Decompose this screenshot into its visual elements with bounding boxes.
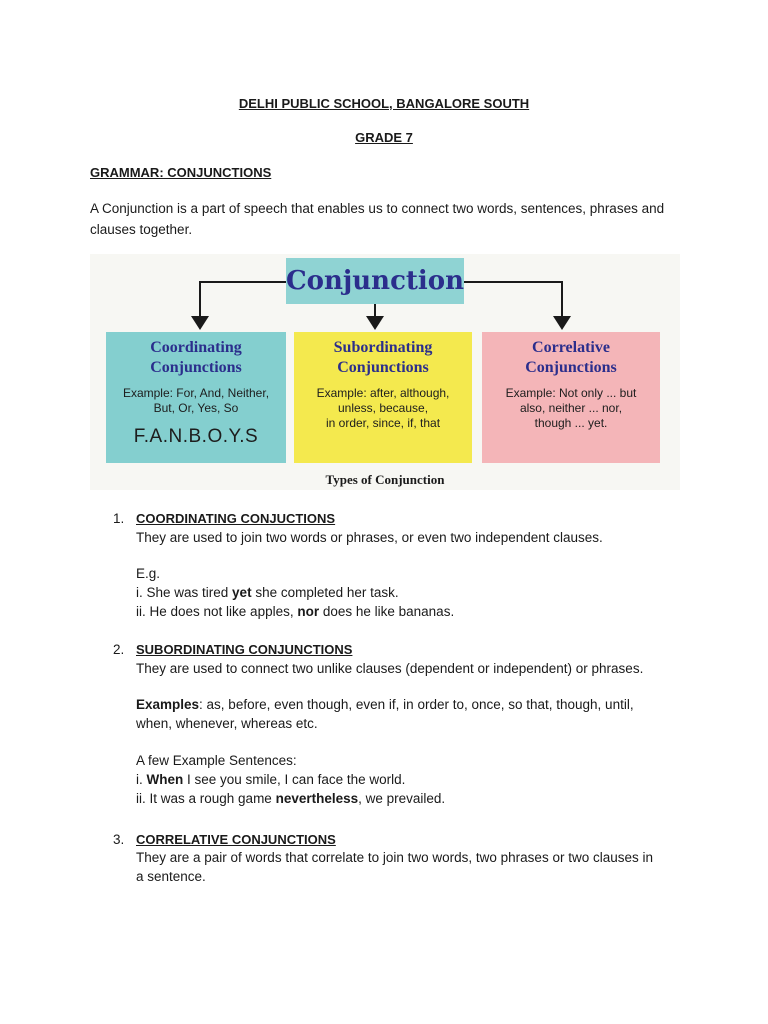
- sentence-text: ii. It was a rough game: [136, 791, 276, 806]
- coordinating-example: [106, 386, 286, 416]
- section-2-examples-line-1: [136, 695, 696, 714]
- grade-heading: GRADE 7: [355, 130, 413, 145]
- subordinating-heading-line-2: Conjunctions: [337, 359, 429, 376]
- coordinating-heading-line-1: Coordinating: [150, 339, 242, 356]
- section-3-description-line-1: They are a pair of words that correlate to join two words, two phrases or two clauses in: [136, 850, 653, 865]
- correlative-box: [482, 332, 660, 463]
- coordinating-heading-line-2: Conjunctions: [150, 359, 242, 376]
- section-1-description: They are used to join two words or phrases, or even two independent clauses.: [136, 530, 603, 545]
- sentence-conjunction: nor: [297, 604, 320, 619]
- middle-arrowhead: [366, 316, 384, 330]
- coordinating-example-line-2: But, Or, Yes, So: [153, 401, 239, 415]
- intro-line-2: clauses together.: [90, 222, 193, 237]
- section-2-description: They are used to connect two unlike clauses (dependent or independent) or phrases.: [136, 661, 644, 676]
- section-3-number: 3.: [113, 832, 125, 847]
- section-1-eg-label: E.g.: [136, 566, 161, 581]
- left-arrowhead: [191, 316, 209, 330]
- section-3-description-line-2: a sentence.: [136, 869, 206, 884]
- sentence-text: i. She was tired: [136, 585, 233, 600]
- correlative-example-line-2: also, neither ... nor,: [519, 401, 623, 415]
- correlative-example-line-3: though ... yet.: [534, 416, 608, 430]
- section-3-heading: CORRELATIVE CONJUNCTIONS: [136, 832, 336, 847]
- section-2-examples-line-2: when, whenever, whereas etc.: [136, 716, 318, 731]
- examples-text: : as, before, even though, even if, in order to, once, so that, though, until,: [199, 697, 634, 712]
- subordinating-example-line-3: in order, since, if, that: [325, 416, 441, 430]
- section-3-description: [136, 848, 696, 886]
- correlative-heading-line-1: Correlative: [532, 339, 610, 356]
- examples-label: Examples: [136, 697, 200, 712]
- diagram-caption: Types of Conjunction: [325, 472, 445, 487]
- correlative-heading: [482, 338, 660, 378]
- section-2-number: 2.: [113, 642, 125, 657]
- correlative-example-line-1: Example: Not only ... but: [505, 386, 637, 400]
- section-2-few-label: A few Example Sentences:: [136, 753, 297, 768]
- school-name: DELHI PUBLIC SCHOOL, BANGALORE SOUTH: [238, 96, 530, 111]
- section-1-number: 1.: [113, 511, 125, 526]
- section-2-sentence-1: [136, 770, 696, 789]
- intro-line-1: A Conjunction is a part of speech that enables us to connect two words, sentences, phrases and: [90, 201, 665, 216]
- subordinating-example-line-1: Example: after, although,: [316, 386, 450, 400]
- coordinating-box: [106, 332, 286, 463]
- subordinating-example: [294, 386, 472, 431]
- left-connector: [200, 282, 286, 320]
- subordinating-heading: [294, 338, 472, 378]
- sentence-text: she completed her task.: [251, 585, 399, 600]
- section-2: [136, 642, 696, 808]
- section-2-sentence-2: [136, 789, 696, 808]
- sentence-text: i.: [136, 772, 147, 787]
- diagram-title-box: [286, 258, 464, 304]
- fanboys-label: F.A.N.B.O.Y.S: [133, 426, 259, 447]
- section-1-heading: COORDINATING CONJUCTIONS: [136, 511, 336, 526]
- topic-heading: GRAMMAR: CONJUNCTIONS: [90, 165, 272, 180]
- sentence-conjunction: yet: [232, 585, 252, 600]
- intro-paragraph: [90, 198, 664, 240]
- section-2-heading: SUBORDINATING CONJUNCTIONS: [136, 642, 353, 657]
- section-2-sentences: [136, 751, 696, 808]
- right-connector: [464, 282, 562, 320]
- section-2-examples-list: [136, 695, 696, 733]
- subordinating-example-line-2: unless, because,: [337, 401, 429, 415]
- section-1-sentence-1: [136, 583, 696, 602]
- section-3: [136, 832, 696, 886]
- subordinating-box: [294, 332, 472, 463]
- coordinating-heading: [106, 338, 286, 378]
- section-1-sentence-2: [136, 602, 696, 621]
- sentence-text: ii. He does not like apples,: [136, 604, 298, 619]
- sentence-conjunction: When: [146, 772, 184, 787]
- sentence-text: does he like bananas.: [319, 604, 455, 619]
- conjunction-types-diagram: [90, 254, 680, 490]
- section-1: [136, 511, 696, 621]
- subordinating-heading-line-1: Subordinating: [333, 339, 433, 356]
- correlative-example: [482, 386, 660, 431]
- right-arrowhead: [553, 316, 571, 330]
- correlative-heading-line-2: Conjunctions: [525, 359, 617, 376]
- sentence-text: I see you smile, I can face the world.: [183, 772, 406, 787]
- section-1-examples: [136, 564, 696, 621]
- diagram-title: Conjunction: [285, 266, 465, 296]
- sentence-conjunction: nevertheless: [275, 791, 359, 806]
- sentence-text: , we prevailed.: [358, 791, 446, 806]
- coordinating-example-line-1: Example: For, And, Neither,: [122, 386, 270, 400]
